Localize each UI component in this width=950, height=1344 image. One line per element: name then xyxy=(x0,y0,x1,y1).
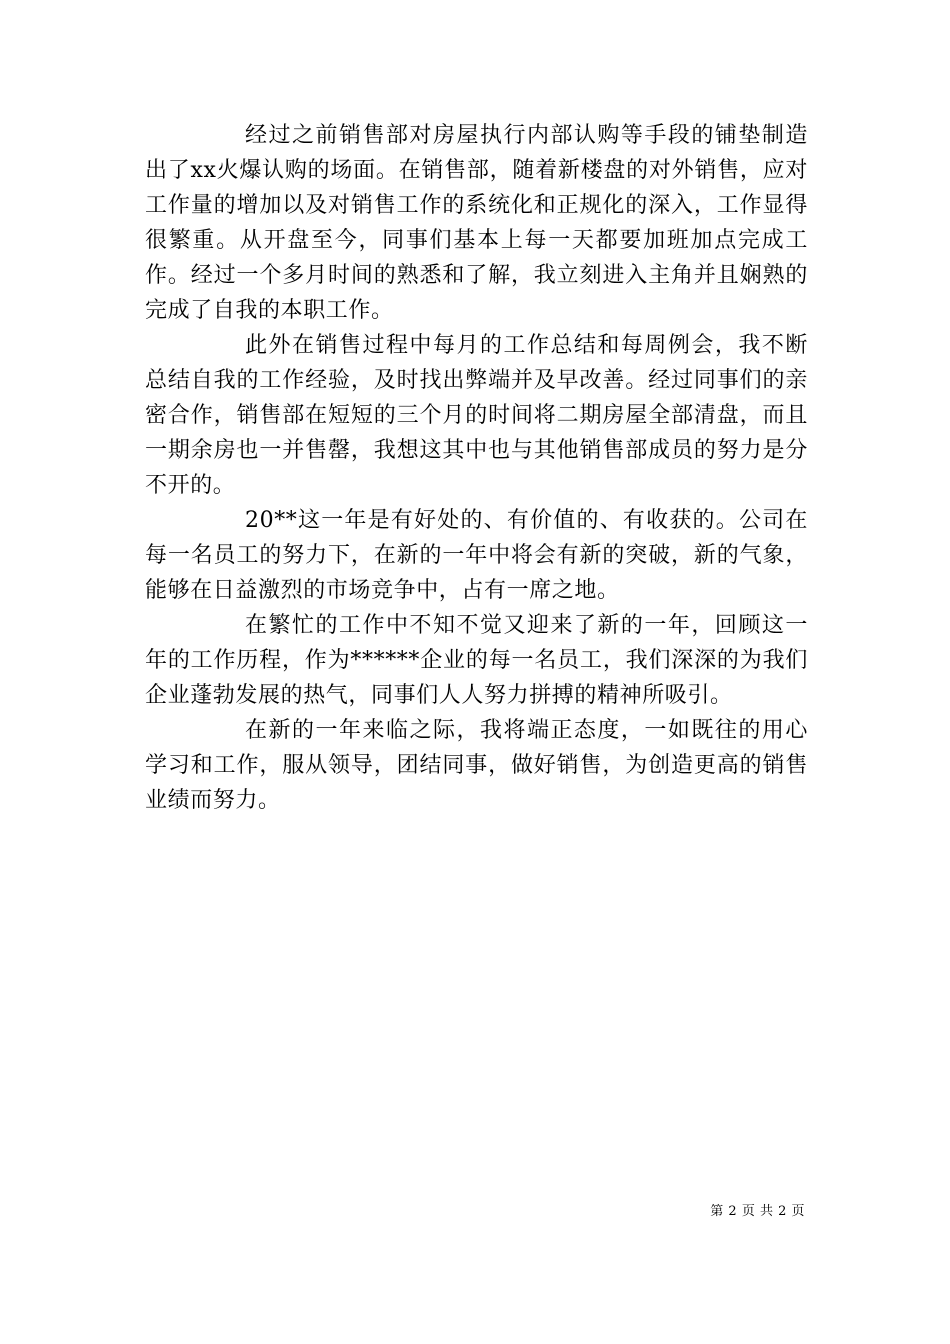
paragraph-4: 在繁忙的工作中不知不觉又迎来了新的一年，回顾这一年的工作历程，作为******企业的每一名员工，我们深深的为我们企业蓬勃发展的热气，同事们人人努力拼搏的精神所吸引。 xyxy=(145,613,808,708)
page-number-footer: 第 2 页 共 2 页 xyxy=(710,1204,805,1219)
paragraph-3: 20**这一年是有好处的、有价值的、有收获的。公司在每一名员工的努力下，在新的一年中将会有新的突破，新的气象，能够在日益激烈的市场竞争中，占有一席之地。 xyxy=(145,508,808,603)
paragraph-2: 此外在销售过程中每月的工作总结和每周例会，我不断总结自我的工作经验，及时找出弊端并及早改善。经过同事们的亲密合作，销售部在短短的三个月的时间将二期房屋全部清盘，而且一期余房也一并售罄，我想这其中也与其他销售部成员的努力是分不开的。 xyxy=(145,333,808,498)
document-body xyxy=(145,118,808,818)
paragraph-5: 在新的一年来临之际，我将端正态度，一如既往的用心学习和工作，服从领导，团结同事，做好销售，为创造更高的销售业绩而努力。 xyxy=(145,718,808,813)
paragraph-1: 经过之前销售部对房屋执行内部认购等手段的铺垫制造出了xx火爆认购的场面。在销售部，随着新楼盘的对外销售，应对工作量的增加以及对销售工作的系统化和正规化的深入，工作显得很繁重。从开盘至今，同事们基本上每一天都要加班加点完成工作。经过一个多月时间的熟悉和了解，我立刻进入主角并且娴熟的完成了自我的本职工作。 xyxy=(145,123,808,323)
